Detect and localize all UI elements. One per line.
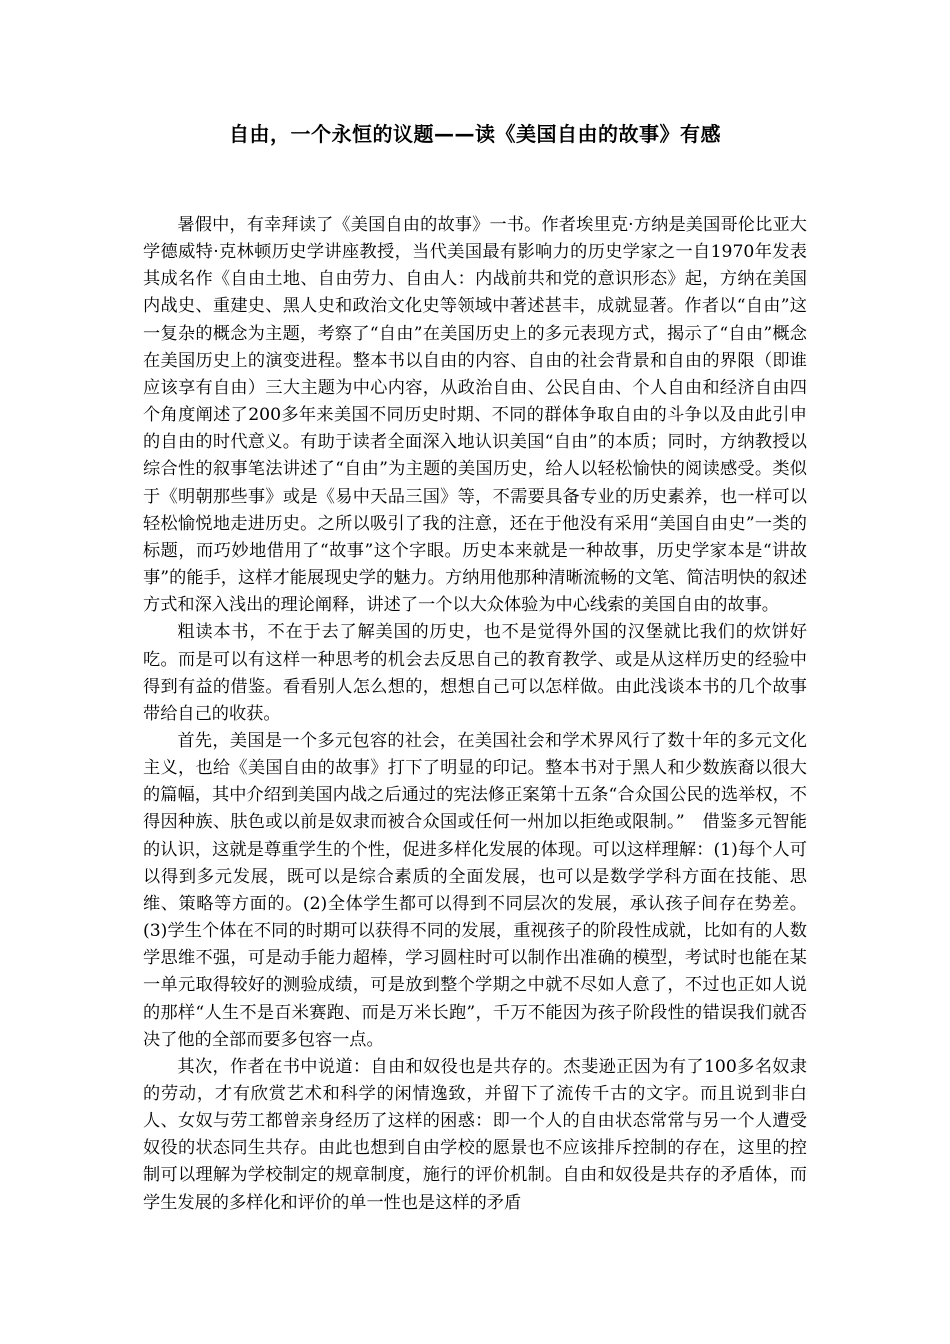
document-body <box>143 212 807 1217</box>
paragraph-4: 其次，作者在书中说道：自由和奴役也是共存的。杰斐逊正因为有了100多名奴隶的劳动，才有欣赏艺术和科学的闲情逸致，并留下了流传千古的文字。而且说到非白人、女奴与劳工都曾亲身经历了这样的困惑：即一个人的自由状态常常与另一个人遭受奴役的状态同生共存。由此也想到自由学校的愿景也不应该排斥控制的存在，这里的控制可以理解为学校制定的规章制度，施行的评价机制。自由和奴役是共存的矛盾体，而学生发展的多样化和评价的单一性也是这样的矛盾 <box>143 1056 807 1213</box>
document-title: 自由，一个永恒的议题——读《美国自由的故事》有感 <box>229 122 721 146</box>
paragraph-2: 粗读本书，不在于去了解美国的历史，也不是觉得外国的汉堡就比我们的炊饼好吃。而是可以有这样一种思考的机会去反思自己的教育教学、或是从这样历史的经验中得到有益的借鉴。看看别人怎么想的，想想自己可以怎样做。由此浅谈本书的几个故事带给自己的收获。 <box>143 622 807 724</box>
paragraph-1: 暑假中，有幸拜读了《美国自由的故事》一书。作者埃里克·方纳是美国哥伦比亚大学德威特·克林顿历史学讲座教授，当代美国最有影响力的历史学家之一自1970年发表其成名作《自由土地、自由劳力、自由人：内战前共和党的意识形态》起，方纳在美国内战史、重建史、黑人史和政治文化史等领域中著述甚丰，成就显著。作者以“自由”这一复杂的概念为主题，考察了“自由”在美国历史上的多元表现方式，揭示了“自由”概念在美国历史上的演变进程。整本书以自由的内容、自由的社会背景和自由的界限（即谁应该享有自由）三大主题为中心内容，从政治自由、公民自由、个人自由和经济自由四个角度阐述了200多年来美国不同历史时期、不同的群体争取自由的斗争以及由此引申的自由的时代意义。有助于读者全面深入地认识美国“自由”的本质；同时，方纳教授以综合性的叙事笔法讲述了“自由”为主题的美国历史，给人以轻松愉快的阅读感受。类似于《明朝那些事》或是《易中天品三国》等，不需要具备专业的历史素养，也一样可以轻松愉悦地走进历史。之所以吸引了我的注意，还在于他没有采用“美国自由史”一类的标题，而巧妙地借用了“故事”这个字眼。历史本来就是一种故事，历史学家本是“讲故事”的能手，这样才能展现史学的魅力。方纳用他那种清晰流畅的文笔、简洁明快的叙述方式和深入浅出的理论阐释，讲述了一个以大众体验为中心线索的美国自由的故事。 <box>143 215 807 616</box>
paragraph-3: 首先，美国是一个多元包容的社会，在美国社会和学术界风行了数十年的多元文化主义，也给《美国自由的故事》打下了明显的印记。整本书对于黑人和少数族裔以很大的篇幅，其中介绍到美国内战之后通过的宪法修正案第十五条“合众国公民的选举权，不得因种族、肤色或以前是奴隶而被合众国或任何一州加以拒绝或限制。” 借鉴多元智能的认识，这就是尊重学生的个性，促进多样化发展的体现。可以这样理解：(1)每个人可以得到多元发展，既可以是综合素质的全面发展，也可以是数学学科方面在技能、思维、策略等方面的。(2)全体学生都可以得到不同层次的发展，承认孩子间存在势差。(3)学生个体在不同的时期可以获得不同的发展，重视孩子的阶段性成就，比如有的人数学思维不强，可是动手能力超棒，学习圆柱时可以制作出准确的模型，考试时也能在某一单元取得较好的测验成绩，可是放到整个学期之中就不尽如人意了，不过也正如人说的那样“人生不是百米赛跑、而是万米长跑”，千万不能因为孩子阶段性的错误我们就否决了他的全部而要多包容一点。 <box>143 730 807 1050</box>
